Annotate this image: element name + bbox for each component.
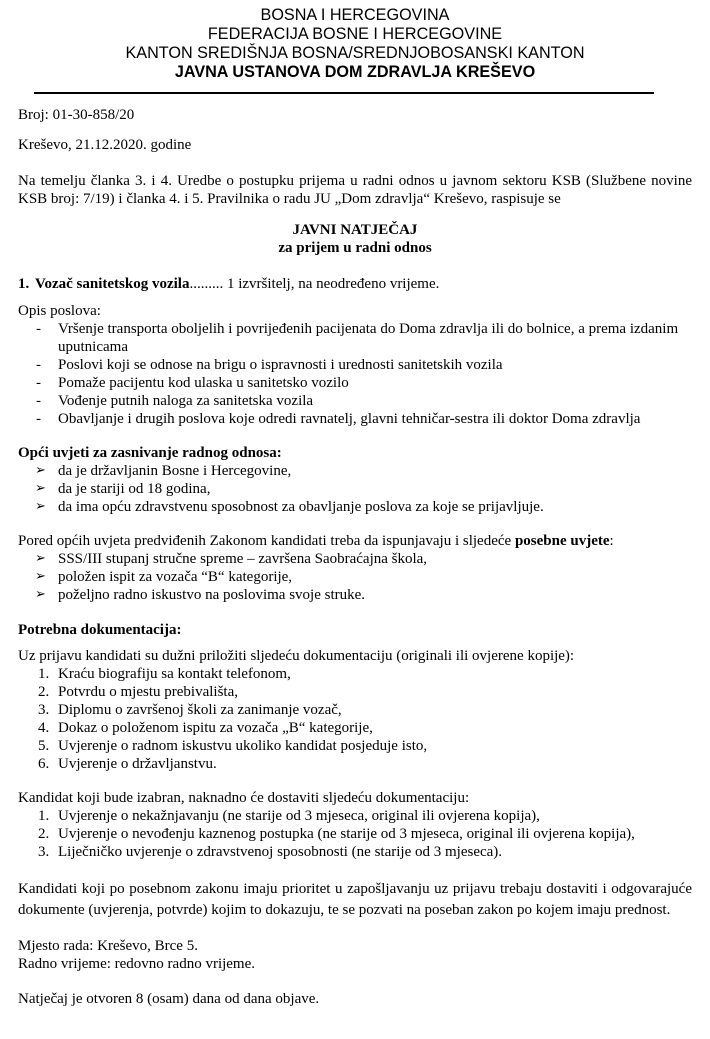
- list-item: ➢ poželjno radno iskustvo na poslovima svoje struke.: [35, 587, 366, 603]
- notice-title-main: JAVNI NATJEČAJ: [292, 222, 418, 238]
- letterhead-divider: [34, 92, 654, 94]
- position-number: 1.: [18, 276, 30, 292]
- arrow-bullet-icon: ➢: [35, 463, 46, 478]
- list-item: 5. Uvjerenje o radnom iskustvu ukoliko kandidat posjeduje isto,: [38, 738, 428, 754]
- job-description-list: [18, 320, 692, 428]
- arrow-bullet-icon: ➢: [35, 587, 46, 602]
- later-documentation-list: [18, 807, 692, 861]
- list-item: ➢ položen ispit za vozača “B“ kategorije,: [35, 569, 293, 585]
- arrow-bullet-icon: ➢: [35, 569, 46, 584]
- priority-paragraph: Kandidati koji po posebnom zakonu imaju prioritet u zapošljavanju uz prijavu trebaju dostaviti i odgovarajuće dokumente (uvjerenja, potvrde) kojim to dokazuju, te se pozvati na poseban zakon po kojem imaju prednost.: [18, 881, 692, 918]
- arrow-bullet-icon: ➢: [35, 499, 46, 514]
- list-item: - Poslovi koji se odnose na brigu o ispravnosti i urednosti sanitetskih vozila: [36, 357, 503, 373]
- list-item: 3. Liječničko uvjerenje o zdravstvenoj sposobnosti (ne starije od 3 mjeseca).: [38, 844, 503, 860]
- list-item: 1. Kraću biografiju sa kontakt telefonom,: [38, 666, 291, 682]
- job-description-heading: Opis poslova:: [18, 303, 101, 319]
- letterhead-canton: KANTON SREDIŠNJA BOSNA/SREDNJOBOSANSKI KANTON: [125, 44, 585, 62]
- documentation-heading: Potrebna dokumentacija:: [18, 622, 182, 638]
- list-item: ➢ SSS/III stupanj stručne spreme – završena Saobraćajna škola,: [35, 551, 428, 567]
- special-requirements-list: [18, 550, 692, 604]
- document-body: [18, 106, 692, 1008]
- working-hours: Radno vrijeme: redovno radno vrijeme.: [18, 956, 256, 972]
- special-requirements-intro: Pored općih uvjeta predviđenih Zakonom kandidati treba da ispunjavaju i sljedeće posebne uvjete:: [18, 533, 614, 549]
- list-item: ➢ da je državljanin Bosne i Hercegovine,: [35, 463, 292, 479]
- notice-title: [18, 221, 692, 257]
- documentation-intro: Uz prijavu kandidati su dužni priložiti sljedeću dokumentaciju (originali ili ovjerene kopije):: [18, 648, 575, 664]
- list-item: - Vršenje transporta oboljelih i povrijeđenih pacijenata do Doma zdravlja ili do bolnice, a prema izdanim uputnicama: [36, 321, 679, 355]
- letterhead-federation: FEDERACIJA BOSNE I HERCEGOVINE: [207, 25, 503, 43]
- documentation-list: [18, 665, 692, 773]
- general-requirements-heading: Opći uvjeti za zasnivanje radnog odnosa:: [18, 445, 282, 461]
- list-item: - Vođenje putnih naloga za sanitetska vozila: [36, 393, 314, 409]
- list-item: 4. Dokaz o položenom ispitu za vozača „B“ kategorije,: [38, 720, 373, 736]
- list-item: 2. Potvrdu o mjestu prebivališta,: [38, 684, 238, 700]
- list-item: ➢ da ima opću zdravstvenu sposobnost za obavljanje poslova za koje se prijavljuje.: [35, 499, 544, 515]
- reference-number: Broj: 01-30-858/20: [18, 107, 135, 123]
- letterhead-institution: JAVNA USTANOVA DOM ZDRAVLJA KREŠEVO: [174, 63, 536, 81]
- later-documentation-intro: Kandidat koji bude izabran, naknadno će dostaviti sljedeću dokumentaciju:: [18, 790, 470, 806]
- list-item: - Pomaže pacijentu kod ulaska u sanitetsko vozilo: [36, 375, 349, 391]
- notice-duration: Natječaj je otvoren 8 (osam) dana od dana objave.: [18, 991, 320, 1007]
- notice-title-sub: za prijem u radni odnos: [278, 240, 432, 256]
- work-location: Mjesto rada: Kreševo, Brce 5.: [18, 938, 198, 954]
- position-line: [18, 275, 692, 293]
- letterhead: [18, 0, 692, 82]
- list-item: 2. Uvjerenje o nevođenju kaznenog postupka (ne starije od 3 mjeseca, original ili ovjerena kopija),: [38, 826, 635, 842]
- arrow-bullet-icon: ➢: [35, 551, 46, 566]
- general-requirements-list: [18, 462, 692, 516]
- position-details: ......... 1 izvršitelj, na neodređeno vrijeme.: [189, 276, 440, 292]
- place-and-date: Kreševo, 21.12.2020. godine: [18, 137, 192, 153]
- letterhead-country: BOSNA I HERCEGOVINA: [260, 6, 450, 24]
- legal-basis-paragraph: Na temelju članka 3. i 4. Uredbe o postupku prijema u radni odnos u javnom sektoru KSB (Službene novine KSB broj: 7/19) i članka 4. i 5. Pravilnika o radu JU „Dom zdravlja“ Kreševo, raspisuje se: [18, 173, 692, 207]
- arrow-bullet-icon: ➢: [35, 481, 46, 496]
- position-name: Vozač sanitetskog vozila: [35, 276, 190, 292]
- list-item: ➢ da je stariji od 18 godina,: [35, 481, 211, 497]
- list-item: - Obavljanje i drugih poslova koje odredi ravnatelj, glavni tehničar-sestra ili doktor Doma zdravlja: [36, 411, 641, 427]
- list-item: 3. Diplomu o završenoj školi za zanimanje vozač,: [38, 702, 342, 718]
- list-item: 6. Uvjerenje o državljanstvu.: [38, 756, 217, 772]
- list-item: 1. Uvjerenje o nekažnjavanju (ne starije od 3 mjeseca, original ili ovjerena kopija),: [38, 808, 540, 824]
